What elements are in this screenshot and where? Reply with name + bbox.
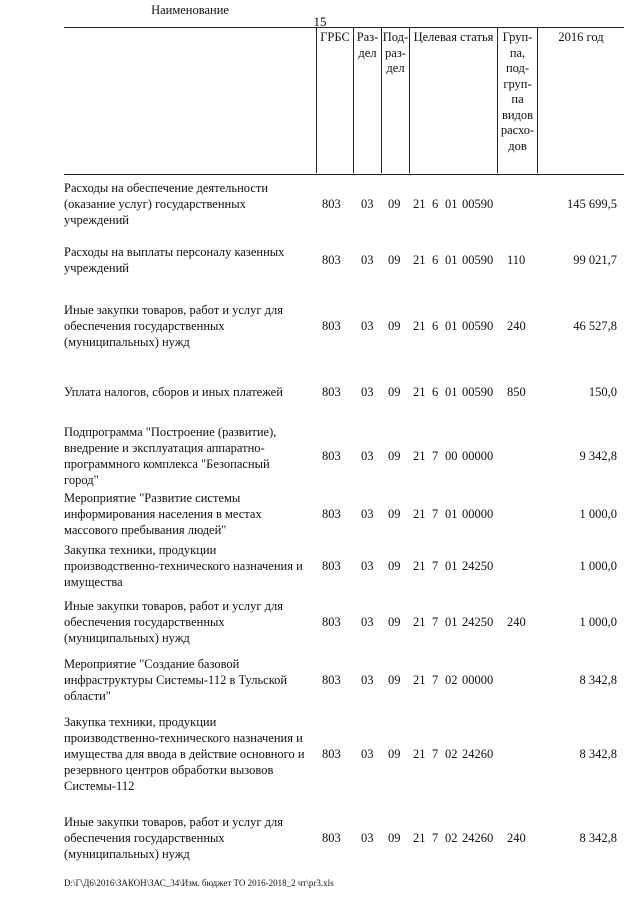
row-podrazdel: 09 — [388, 319, 401, 333]
row-amount: 1 000,0 — [579, 615, 617, 629]
header-target-label: Целевая статья — [413, 30, 494, 44]
row-target-event: 02 — [445, 831, 458, 845]
row-name-line: обеспечения государственных — [64, 615, 225, 629]
row-amount: 9 342,8 — [579, 449, 617, 463]
row-vr: 240 — [507, 831, 526, 845]
row-name-line: Уплата налогов, сборов и иных платежей — [64, 385, 283, 399]
row-grbs: 803 — [322, 831, 341, 845]
row-razdel: 03 — [361, 197, 374, 211]
header-razdel-line: дел — [358, 45, 377, 60]
row-name-line: Иные закупки товаров, работ и услуг для — [64, 599, 284, 613]
table-row — [0, 302, 640, 350]
row-vr: 240 — [507, 319, 526, 333]
row-name-line: Подпрограмма "Построение (развитие), — [64, 425, 277, 439]
row-target-subprogram: 7 — [432, 747, 439, 761]
row-podrazdel: 09 — [388, 747, 401, 761]
row-target-program: 21 — [413, 449, 426, 463]
table-row — [0, 384, 640, 400]
row-target-subprogram: 7 — [432, 449, 439, 463]
row-target-event: 01 — [445, 253, 458, 267]
row-amount: 8 342,8 — [579, 831, 617, 845]
row-grbs: 803 — [322, 747, 341, 761]
row-target-code: 00590 — [462, 385, 494, 399]
row-razdel: 03 — [361, 559, 374, 573]
row-target-program: 21 — [413, 507, 426, 521]
row-name — [64, 714, 316, 794]
row-name-line: (муниципальных) нужд — [64, 631, 190, 645]
header-vr-line: дов — [508, 138, 527, 153]
row-podrazdel: 09 — [388, 385, 401, 399]
row-target-event: 01 — [445, 197, 458, 211]
header-vr-line: па — [511, 92, 524, 106]
row-target-code: 00000 — [462, 507, 494, 521]
row-target-code: 00590 — [462, 197, 494, 211]
row-amount: 99 021,7 — [573, 253, 617, 267]
header-razdel — [353, 27, 381, 173]
row-podrazdel: 09 — [388, 615, 401, 629]
row-podrazdel: 09 — [388, 559, 401, 573]
row-name-line: Мероприятие "Создание базовой — [64, 657, 240, 671]
row-target-code: 00000 — [462, 449, 494, 463]
table-row — [0, 490, 640, 538]
row-name-line: учреждений — [64, 261, 129, 275]
row-target-program: 21 — [413, 385, 426, 399]
row-name-line: программного комплекса "Безопасный — [64, 457, 270, 471]
row-target-subprogram: 6 — [432, 197, 439, 211]
header-vr-line: видов — [501, 107, 534, 122]
row-name-line: Иные закупки товаров, работ и услуг для — [64, 303, 284, 317]
row-target-subprogram: 6 — [432, 253, 439, 267]
row-target-subprogram: 6 — [432, 319, 439, 333]
row-name-line: (муниципальных) нужд — [64, 335, 190, 349]
row-target-program: 21 — [413, 253, 426, 267]
header-podrazdel-line: раз- — [385, 45, 406, 60]
row-target-event: 00 — [445, 449, 458, 463]
header-vr-line: па, — [509, 45, 526, 60]
row-podrazdel: 09 — [388, 449, 401, 463]
row-name-line: Иные закупки товаров, работ и услуг для — [64, 815, 284, 829]
row-name — [64, 490, 316, 538]
row-name-line: Расходы на выплаты персоналу казенных — [64, 245, 285, 259]
header-vr — [497, 27, 537, 173]
row-name — [64, 180, 316, 228]
row-target-subprogram: 6 — [432, 385, 439, 399]
row-name-line: производственно-технического назначения и — [64, 731, 303, 745]
header-grbs — [316, 27, 353, 173]
header-target — [409, 27, 497, 173]
row-target-code: 24250 — [462, 615, 494, 629]
table-row — [0, 656, 640, 704]
row-razdel: 03 — [361, 615, 374, 629]
table-row — [0, 244, 640, 276]
row-amount: 46 527,8 — [573, 319, 617, 333]
header-vr-line: груп- — [503, 76, 532, 91]
header-year-label: 2016 год — [558, 30, 604, 44]
header-year — [537, 27, 624, 173]
table-row — [0, 598, 640, 646]
row-name-line: Закупка техники, продукции — [64, 543, 217, 557]
row-name-line: Системы-112 — [64, 779, 135, 793]
table-row — [0, 424, 640, 488]
row-target-event: 02 — [445, 747, 458, 761]
table-row — [0, 714, 640, 794]
row-grbs: 803 — [322, 385, 341, 399]
row-name-line: информирования населения в местах — [64, 507, 262, 521]
row-podrazdel: 09 — [388, 253, 401, 267]
row-name — [64, 244, 316, 276]
row-name-line: области" — [64, 689, 111, 703]
header-name — [64, 0, 316, 146]
row-razdel: 03 — [361, 831, 374, 845]
row-target-program: 21 — [413, 831, 426, 845]
row-name — [64, 598, 316, 646]
row-name — [64, 814, 316, 862]
row-razdel: 03 — [361, 385, 374, 399]
row-grbs: 803 — [322, 615, 341, 629]
header-razdel-line: Раз- — [356, 30, 379, 44]
row-name — [64, 542, 316, 590]
header-podrazdel — [381, 27, 409, 173]
row-name-line: обеспечения государственных — [64, 319, 225, 333]
row-name-line: Расходы на обеспечение деятельности — [64, 181, 269, 195]
row-amount: 1 000,0 — [579, 559, 617, 573]
header-name-label: Наименование — [151, 3, 229, 17]
row-target-event: 01 — [445, 559, 458, 573]
row-amount: 1 000,0 — [579, 507, 617, 521]
row-vr: 240 — [507, 615, 526, 629]
row-name-line: (оказание услуг) государственных — [64, 197, 246, 211]
row-vr: 850 — [507, 385, 526, 399]
row-target-program: 21 — [413, 559, 426, 573]
row-amount: 145 699,5 — [567, 197, 617, 211]
row-name-line: имущества для ввода в действие основного и — [64, 747, 305, 761]
row-name-line: резервного центров обработки вызовов — [64, 763, 274, 777]
row-name-line: (муниципальных) нужд — [64, 847, 190, 861]
table-row — [0, 542, 640, 590]
row-target-program: 21 — [413, 747, 426, 761]
row-target-subprogram: 7 — [432, 673, 439, 687]
row-target-event: 01 — [445, 507, 458, 521]
row-target-program: 21 — [413, 197, 426, 211]
row-razdel: 03 — [361, 507, 374, 521]
row-name-line: обеспечения государственных — [64, 831, 225, 845]
row-name-line: Мероприятие "Развитие системы — [64, 491, 241, 505]
page-number: 15 — [313, 14, 327, 29]
row-razdel: 03 — [361, 253, 374, 267]
row-amount: 150,0 — [588, 385, 617, 399]
row-target-code: 00590 — [462, 253, 494, 267]
row-grbs: 803 — [322, 559, 341, 573]
header-podrazdel-line: дел — [386, 61, 405, 75]
header-grbs-label: ГРБС — [320, 30, 350, 44]
row-name-line: имущества — [64, 575, 123, 589]
row-name-line: Закупка техники, продукции — [64, 715, 217, 729]
row-grbs: 803 — [322, 197, 341, 211]
row-razdel: 03 — [361, 747, 374, 761]
row-grbs: 803 — [322, 319, 341, 333]
row-podrazdel: 09 — [388, 831, 401, 845]
row-podrazdel: 09 — [388, 673, 401, 687]
row-name-line: производственно-технического назначения и — [64, 559, 303, 573]
row-name-line: внедрение и эксплуатация аппаратно- — [64, 441, 265, 455]
row-target-program: 21 — [413, 673, 426, 687]
file-path-footer: D:\Г\Д6\2016\ЗАКОН\ЗАС_34\Изм. бюджет ТО 2016-2018_2 чт\pr3.xls — [64, 878, 334, 888]
row-target-program: 21 — [413, 615, 426, 629]
row-grbs: 803 — [322, 449, 341, 463]
row-amount: 8 342,8 — [579, 673, 617, 687]
row-target-subprogram: 7 — [432, 559, 439, 573]
row-razdel: 03 — [361, 449, 374, 463]
row-name-line: город" — [64, 473, 99, 487]
row-razdel: 03 — [361, 673, 374, 687]
table-row — [0, 814, 640, 862]
row-name — [64, 424, 316, 488]
row-grbs: 803 — [322, 507, 341, 521]
row-name-line: учреждений — [64, 213, 129, 227]
header-podrazdel-line: Под- — [382, 30, 409, 44]
header-vr-line: под- — [505, 61, 530, 75]
row-target-subprogram: 7 — [432, 615, 439, 629]
row-razdel: 03 — [361, 319, 374, 333]
row-podrazdel: 09 — [388, 507, 401, 521]
row-grbs: 803 — [322, 673, 341, 687]
header-vr-line: Груп- — [502, 30, 533, 44]
row-target-code: 24260 — [462, 747, 494, 761]
row-target-event: 02 — [445, 673, 458, 687]
row-target-code: 24250 — [462, 559, 494, 573]
row-name — [64, 656, 316, 704]
row-target-code: 00590 — [462, 319, 494, 333]
row-vr: 110 — [507, 253, 526, 267]
row-name — [64, 384, 316, 400]
header-vr-line: расхо- — [500, 123, 535, 137]
row-name — [64, 302, 316, 350]
table-row — [0, 180, 640, 228]
row-grbs: 803 — [322, 253, 341, 267]
row-target-event: 01 — [445, 385, 458, 399]
row-target-event: 01 — [445, 615, 458, 629]
row-target-subprogram: 7 — [432, 507, 439, 521]
row-target-subprogram: 7 — [432, 831, 439, 845]
row-amount: 8 342,8 — [579, 747, 617, 761]
row-podrazdel: 09 — [388, 197, 401, 211]
row-target-code: 24260 — [462, 831, 494, 845]
row-name-line: инфраструктуры Системы-112 в Тульской — [64, 673, 288, 687]
row-target-event: 01 — [445, 319, 458, 333]
row-target-program: 21 — [413, 319, 426, 333]
row-name-line: массового пребывания людей" — [64, 523, 227, 537]
row-target-code: 00000 — [462, 673, 494, 687]
